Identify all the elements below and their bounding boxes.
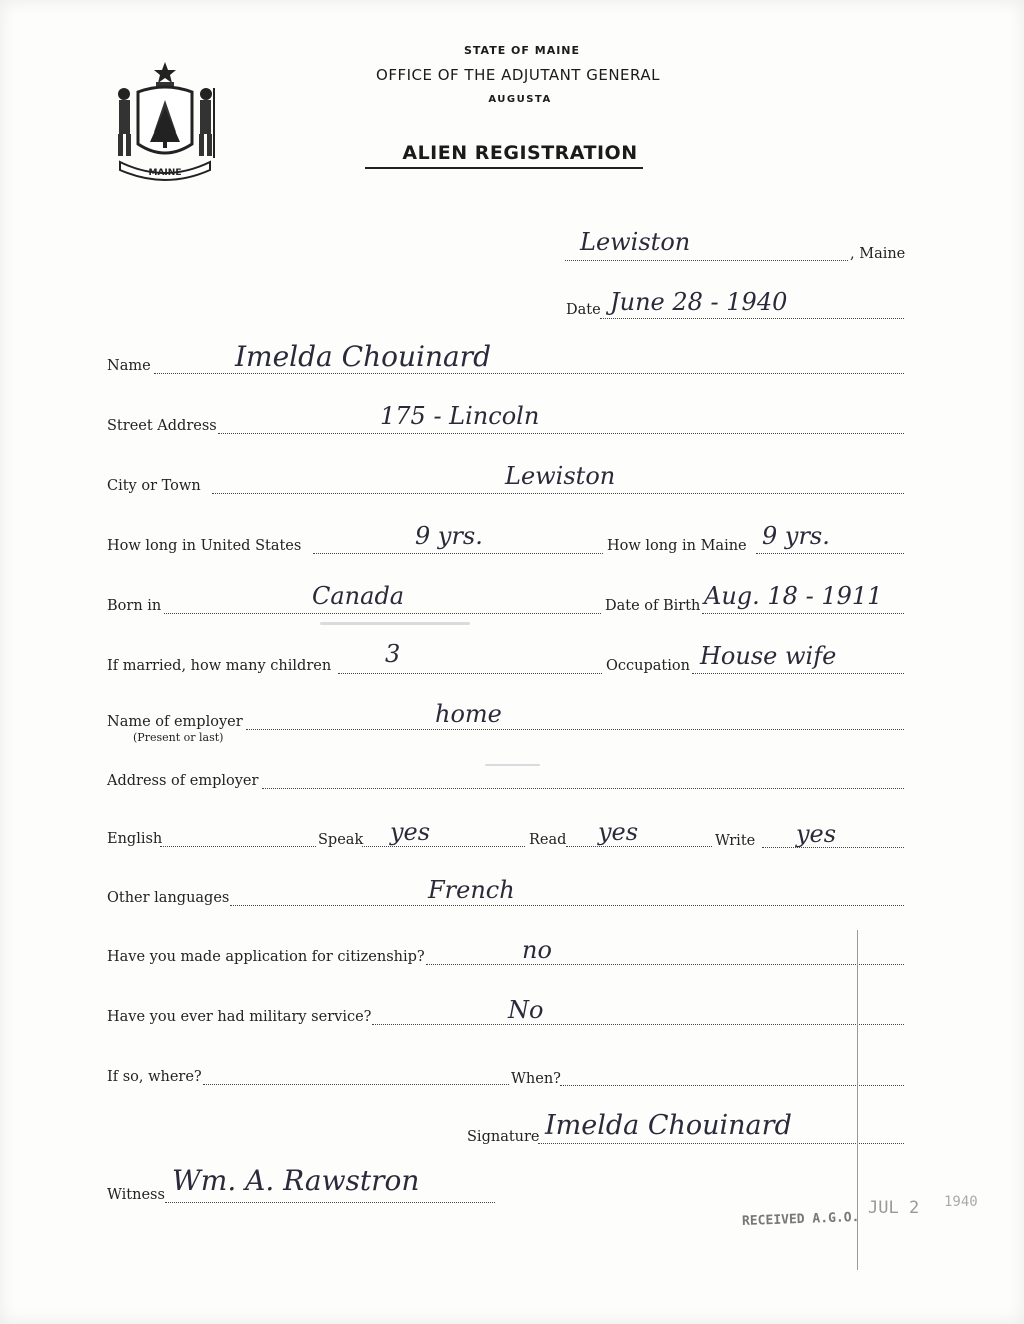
street-label: Street Address <box>107 418 217 434</box>
date-label: Date <box>566 302 601 318</box>
us-line <box>313 553 603 554</box>
received-stamp: RECEIVED A.G.O. <box>741 1209 860 1230</box>
street-entry: 175 - Lincoln <box>380 402 540 430</box>
married-line <box>338 673 602 674</box>
place-line <box>565 260 848 261</box>
signature-line <box>538 1143 904 1144</box>
form-title: ALIEN REGISTRATION <box>402 142 638 164</box>
employer-line <box>246 729 904 730</box>
dob-line <box>702 613 904 614</box>
born-label: Born in <box>107 598 162 614</box>
other-languages-label: Other languages <box>107 890 230 906</box>
received-stamp-year: 1940 <box>944 1194 978 1210</box>
witness-line <box>165 1202 495 1203</box>
speak-label: Speak <box>318 832 364 848</box>
write-entry: yes <box>796 820 837 848</box>
maine-entry: 9 yrs. <box>762 522 830 550</box>
maine-line <box>756 553 904 554</box>
other-languages-entry: French <box>428 876 515 904</box>
received-stamp-date: JUL 2 <box>868 1198 920 1218</box>
place-suffix: , Maine <box>850 246 906 262</box>
pencil-mark-2 <box>485 764 540 766</box>
signature-entry: Imelda Chouinard <box>545 1110 792 1141</box>
employer-address-label: Address of employer <box>107 773 259 789</box>
place-entry: Lewiston <box>580 228 691 256</box>
seal-text: MAINE <box>148 168 182 178</box>
military-label: Have you ever had military service? <box>107 1009 372 1025</box>
write-label: Write <box>715 833 756 849</box>
date-entry: June 28 - 1940 <box>610 288 788 316</box>
where-line <box>203 1084 509 1085</box>
employer-sublabel: (Present or last) <box>133 731 224 744</box>
english-label: English <box>107 831 163 847</box>
name-entry: Imelda Chouinard <box>235 340 491 373</box>
name-line <box>154 373 904 374</box>
citizenship-label: Have you made application for citizenship? <box>107 949 425 965</box>
employer-label: Name of employer <box>107 714 243 730</box>
citizenship-entry: no <box>522 936 552 964</box>
date-line <box>600 318 904 319</box>
other-languages-line <box>230 905 904 906</box>
speak-entry: yes <box>390 818 431 846</box>
employer-entry: home <box>435 700 502 728</box>
when-line <box>560 1085 904 1086</box>
maine-label: How long in Maine <box>607 538 747 554</box>
witness-entry: Wm. A. Rawstron <box>172 1164 420 1197</box>
read-entry: yes <box>598 818 639 846</box>
military-entry: No <box>508 996 544 1024</box>
signature-label: Signature <box>467 1129 540 1145</box>
where-label: If so, where? <box>107 1069 202 1085</box>
name-label: Name <box>107 358 151 374</box>
occupation-line <box>692 673 904 674</box>
speak-line <box>362 846 525 847</box>
married-label: If married, how many children <box>107 658 332 674</box>
street-line <box>218 433 904 434</box>
header-city: AUGUSTA <box>488 94 552 105</box>
dob-entry: Aug. 18 - 1911 <box>704 582 883 610</box>
us-entry: 9 yrs. <box>415 522 483 550</box>
occupation-entry: House wife <box>700 642 837 670</box>
english-line <box>160 846 316 847</box>
occupation-label: Occupation <box>606 658 690 674</box>
header-office: OFFICE OF THE ADJUTANT GENERAL <box>376 66 660 84</box>
born-entry: Canada <box>312 582 405 610</box>
city-label: City or Town <box>107 478 201 494</box>
city-entry: Lewiston <box>505 462 616 490</box>
military-line <box>372 1024 904 1025</box>
read-label: Read <box>529 832 567 848</box>
read-line <box>566 846 712 847</box>
employer-address-line <box>262 788 904 789</box>
dob-label: Date of Birth <box>605 598 701 614</box>
pencil-mark <box>320 622 470 625</box>
when-label: When? <box>511 1071 561 1087</box>
born-line <box>164 613 601 614</box>
city-line <box>212 493 904 494</box>
header-state: STATE OF MAINE <box>463 44 581 57</box>
citizenship-line <box>426 964 904 965</box>
children-entry: 3 <box>385 640 401 668</box>
witness-label: Witness <box>107 1187 165 1203</box>
us-label: How long in United States <box>107 538 302 554</box>
title-underline <box>365 167 643 169</box>
